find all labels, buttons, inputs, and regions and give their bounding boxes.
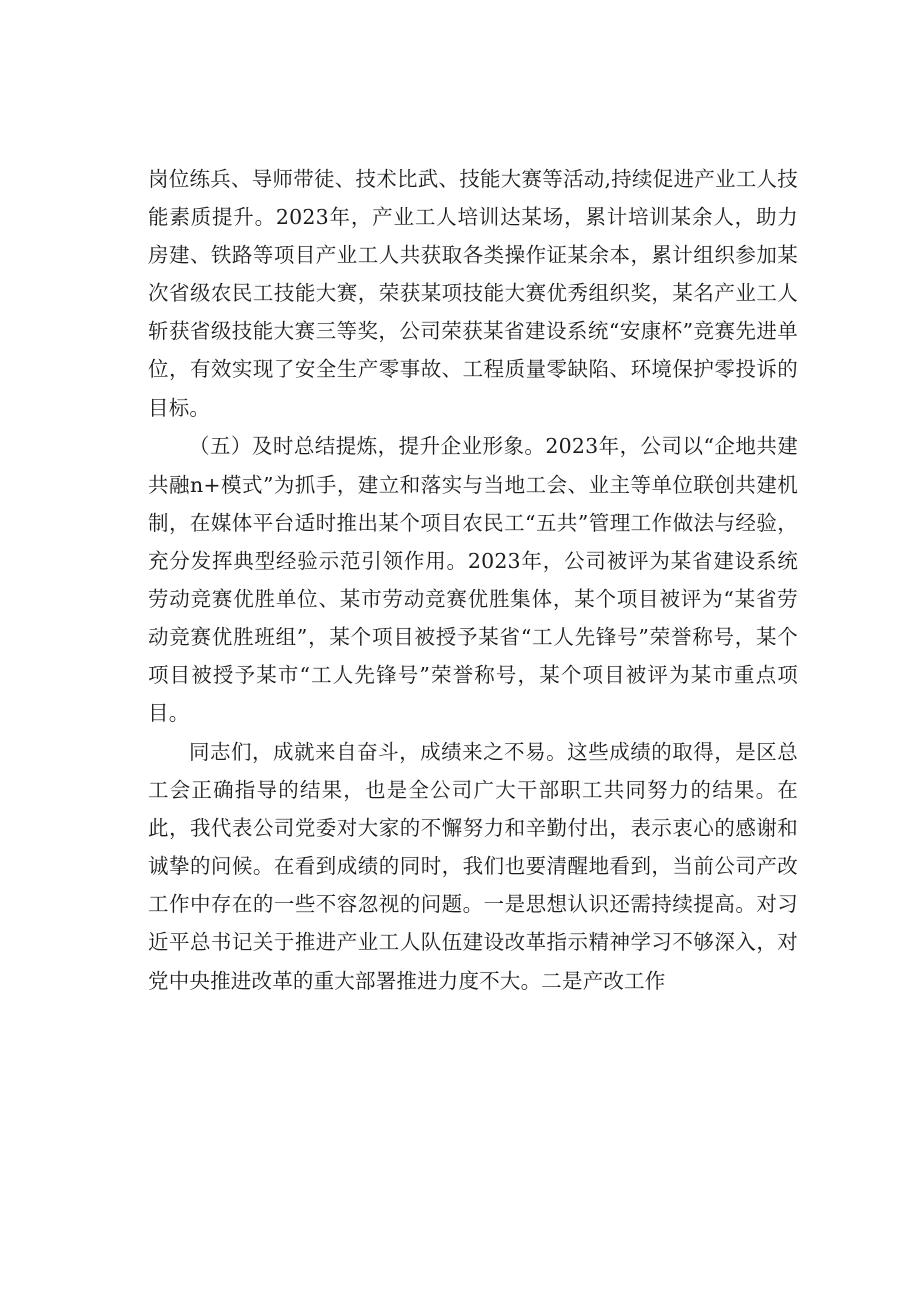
paragraph-section-five: （五）及时总结提炼，提升企业形象。2023年，公司以“企地共建共融n+模式”为抓手，建立和落实与当地工会、业主等单位联创共建机制，在媒体平台适时推出某个项目农民工“五共”管理工作做法与经验，充分发挥典型经验示范引领作用。2023年，公司被评为某省建设系统劳动竞赛优胜单位、某市劳动竞赛优胜集体，某个项目被评为“某省劳动竞赛优胜班组”，某个项目被授予某省“工人先锋号”荣誉称号，某个项目被授予某市“工人先锋号”荣誉称号，某个项目被评为某市重点项目。 — [148, 434, 798, 726]
paragraph-continuation: 岗位练兵、导师带徒、技术比武、技能大赛等活动,持续促进产业工人技能素质提升。2023年，产业工人培训达某场，累计培训某余人，助力房建、铁路等项目产业工人共获取各类操作证某余本，累计组织参加某次省级农民工技能大赛，荣获某项技能大赛优秀组织奖，某名产业工人斩获省级技能大赛三等奖，公司荣获某省建设系统“安康杯”竞赛先进单位，有效实现了安全生产零事故、工程质量零缺陷、环境保护零投诉的目标。 — [148, 167, 798, 420]
paragraph-comrades: 同志们，成就来自奋斗，成绩来之不易。这些成绩的取得，是区总工会正确指导的结果，也是全公司广大干部职工共同努力的结果。在此，我代表公司党委对大家的不懈努力和辛勤付出，表示衷心的感谢和诚挚的问候。在看到成绩的同时，我们也要清醒地看到，当前公司产改工作中存在的一些不容忽视的问题。一是思想认识还需持续提高。对习近平总书记关于推进产业工人队伍建设改革指示精神学习不够深入，对党中央推进改革的重大部署推进力度不大。二是产改工作 — [148, 740, 798, 993]
body-text — [148, 160, 798, 1000]
